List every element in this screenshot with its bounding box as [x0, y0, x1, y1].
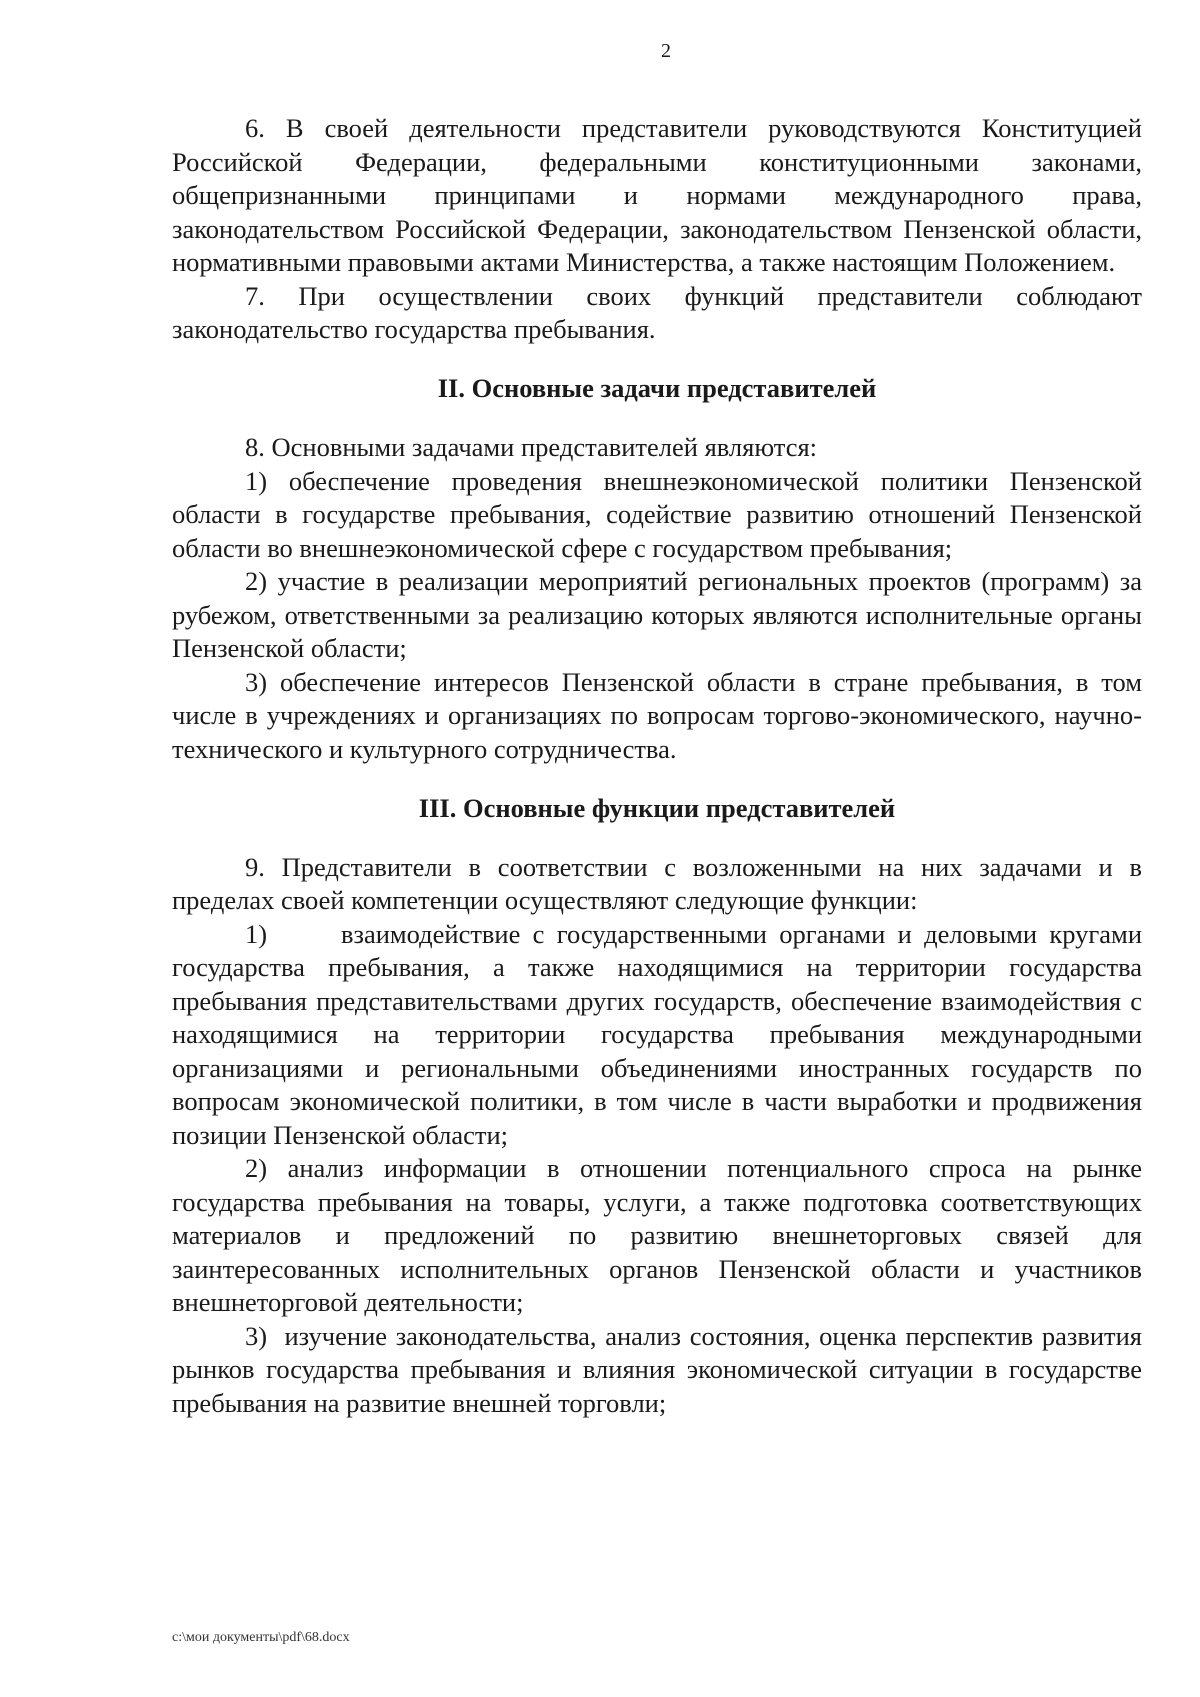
paragraph-8: 8. Основными задачами представителей являются:: [245, 432, 818, 462]
paragraph-9-item-3: 3) изучение законодательства, анализ состояния, оценка перспектив развития рынков государства пребывания и влияния экономической ситуации в государстве пребывания на развитие внешней торговли;: [172, 1320, 1142, 1418]
spacer: [172, 766, 1142, 792]
paragraph-8-item-1: 1) обеспечение проведения внешнеэкономической политики Пензенской области в государстве пребывания, содействие развитию отношений Пензенской области во внешнеэкономической сфере с государством пребывания;: [172, 465, 1142, 563]
document-body: [172, 112, 1142, 1420]
spacer: [172, 826, 1142, 851]
paragraph-9: 9. Представители в соответствии с возложенными на них задачами и в пределах своей компетенции осуществляют следующие функции:: [172, 851, 1142, 915]
section-3-heading: III. Основные функции представителей: [418, 793, 896, 823]
spacer: [172, 347, 1142, 372]
page-number: 2: [661, 40, 671, 62]
paragraph-8-item-3: 3) обеспечение интересов Пензенской области в стране пребывания, в том числе в учреждениях и организациях по вопросам торгово-экономического, научно-технического и культурного сотрудничества.: [172, 666, 1142, 764]
paragraph-6: 6. В своей деятельности представители руководствуются Конституцией Российской Федерации, федеральными конституционными законами, общепризнанными принципами и нормами международного права, законодательством Российской Федерации, законодательством Пензенской области, нормативными правовыми актами Министерства, а также настоящим Положением.: [172, 113, 1142, 277]
paragraph-7: 7. При осуществлении своих функций представители соблюдают законодательство государства пребывания.: [172, 280, 1142, 344]
paragraph-9-item-2: 2) анализ информации в отношении потенциального спроса на рынке государства пребывания на товары, услуги, а также подготовка соответствующих материалов и предложений по развитию внешнеторговых связей для заинтересованных исполнительных органов Пензенской области и участников внешнеторговой деятельности;: [172, 1153, 1142, 1317]
paragraph-9-item-1: 1) взаимодействие с государственными органами и деловыми кругами государства пребывания, а также находящимися на территории государства пребывания представительствами других государств, обеспечение взаимодействия с находящимися на территории государства пребывания международными организациями и региональными объединениями иностранных государств по вопросам экономической политики, в том числе в части выработки и продвижения позиции Пензенской области;: [172, 918, 1142, 1150]
footer-file-path: c:\мои документы\pdf\68.docx: [172, 1630, 350, 1645]
spacer: [172, 405, 1142, 431]
paragraph-8-item-2: 2) участие в реализации мероприятий региональных проектов (программ) за рубежом, ответственными за реализацию которых являются исполнительные органы Пензенской области;: [172, 566, 1142, 663]
section-2-heading: II. Основные задачи представителей: [437, 372, 877, 403]
